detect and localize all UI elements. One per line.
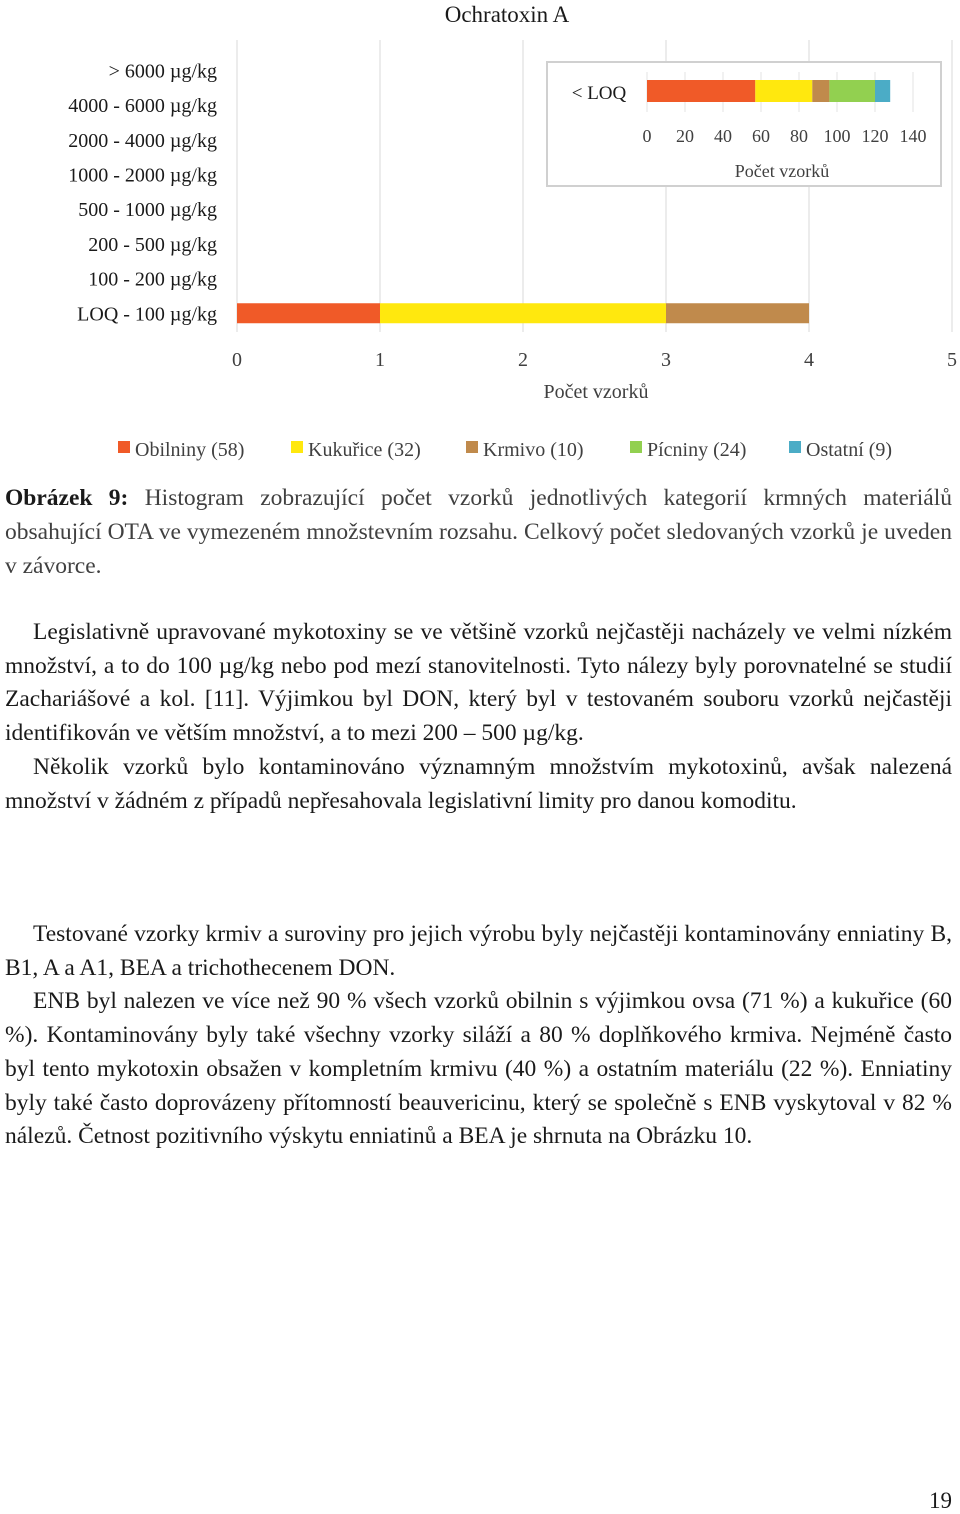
legend-label: Kukuřice (32) <box>308 439 421 461</box>
x-tick-label: 3 <box>661 349 671 371</box>
bar <box>755 80 812 102</box>
caption-label: Obrázek 9: <box>5 485 129 511</box>
legend-swatch <box>291 441 303 453</box>
paragraph: Legislativně upravované mykotoxiny se ve většině vzorků nejčastěji nacházely ve velmi nízkém množství, a to do 100 µg/kg nebo pod mezí stanovitelnosti. Tyto nálezy byly porovnatelné se studií Zachariášové a kol. [11]. Výjimkou byl DON, který byl v testovaném souboru vzorků nejčastěji identifikován ve větším množství, a to mezi 200 – 500 µg/kg. <box>5 619 952 747</box>
legend-swatch <box>118 441 130 453</box>
inset-category-label: < LOQ <box>571 83 627 104</box>
legend-label: Ostatní (9) <box>806 439 893 461</box>
category-label: 2000 - 4000 µg/kg <box>68 129 217 152</box>
category-label: 1000 - 2000 µg/kg <box>68 164 217 187</box>
x-tick-label: 80 <box>790 126 808 146</box>
chart-title: Ochratoxin A <box>444 2 570 27</box>
legend-swatch <box>789 441 801 453</box>
legend-label: Krmivo (10) <box>483 439 584 461</box>
figure-caption <box>5 481 952 583</box>
x-tick-label: 0 <box>642 126 652 146</box>
page-number: 19 <box>929 1488 952 1513</box>
category-labels <box>68 60 217 325</box>
paragraph: Testované vzorky krmiv a suroviny pro jejich výrobu byly nejčastěji kontaminovány enniatiny B, B1, A a A1, BEA a trichothecenem DON. <box>5 921 952 981</box>
main-bars <box>237 303 809 323</box>
x-tick-label: 40 <box>714 126 732 146</box>
x-tick-label: 1 <box>375 349 385 371</box>
paragraph: Několik vzorků bylo kontaminováno významným množstvím mykotoxinů, avšak nalezená množství v žádném z případů nepřesahovala legislativní limity pro danou komoditu. <box>5 753 952 814</box>
category-label: 200 - 500 µg/kg <box>88 233 217 256</box>
category-label: LOQ - 100 µg/kg <box>77 303 217 326</box>
bar <box>829 80 875 102</box>
bar <box>380 303 666 323</box>
x-tick-label: 2 <box>518 349 528 371</box>
bar <box>237 303 380 323</box>
legend-label: Pícniny (24) <box>647 439 747 461</box>
legend-swatch <box>466 441 478 453</box>
inset-bars <box>647 80 890 102</box>
legend-label: Obilniny (58) <box>135 439 245 461</box>
category-label: 4000 - 6000 µg/kg <box>68 95 217 118</box>
paragraph: ENB byl nalezen ve více než 90 % všech vzorků obilnin s výjimkou ovsa (71 %) a kukuřice (60 %). Kontaminovány byly také všechny vzorky siláží a 80 % doplňkového krmiva. Nejméně často byl tento mykotoxin obsažen v kompletním krmivu (40 %) a ostatním materiálu (22 %). Enniatiny byly také často doprovázeny přítomností beauvericinu, který se společně s ENB vyskytoval v 82 % nálezů. Četnost pozitivního výskytu enniatinů a BEA je shrnuta na Obrázku 10. <box>5 988 952 1150</box>
x-tick-label: 100 <box>823 126 851 146</box>
main-x-ticks <box>232 349 957 371</box>
x-tick-label: 4 <box>804 349 814 371</box>
bar <box>875 80 890 102</box>
legend-swatch <box>630 441 642 453</box>
text-block-2 <box>5 918 952 1154</box>
bar <box>812 80 829 102</box>
category-label: 100 - 200 µg/kg <box>88 268 217 291</box>
category-label: > 6000 µg/kg <box>108 60 217 83</box>
caption-text: Histogram zobrazující počet vzorků jednotlivých kategorií krmných materiálů obsahující OTA ve vymezeném množstevním rozsahu. Celkový počet sledovaných vzorků je uveden v závorce. <box>5 485 952 579</box>
bar <box>666 303 809 323</box>
x-tick-label: 0 <box>232 349 242 371</box>
x-tick-label: 140 <box>899 126 927 146</box>
x-tick-label: 20 <box>676 126 694 146</box>
chart-legend <box>118 439 892 461</box>
ochratoxin-chart <box>0 0 960 470</box>
text-block-1 <box>5 616 952 818</box>
bar <box>647 80 755 102</box>
x-tick-label: 60 <box>752 126 770 146</box>
inset-x-label: Počet vzorků <box>734 161 830 181</box>
category-label: 500 - 1000 µg/kg <box>78 199 217 222</box>
x-tick-label: 5 <box>947 349 957 371</box>
main-x-label: Počet vzorků <box>543 381 649 403</box>
x-tick-label: 120 <box>861 126 889 146</box>
